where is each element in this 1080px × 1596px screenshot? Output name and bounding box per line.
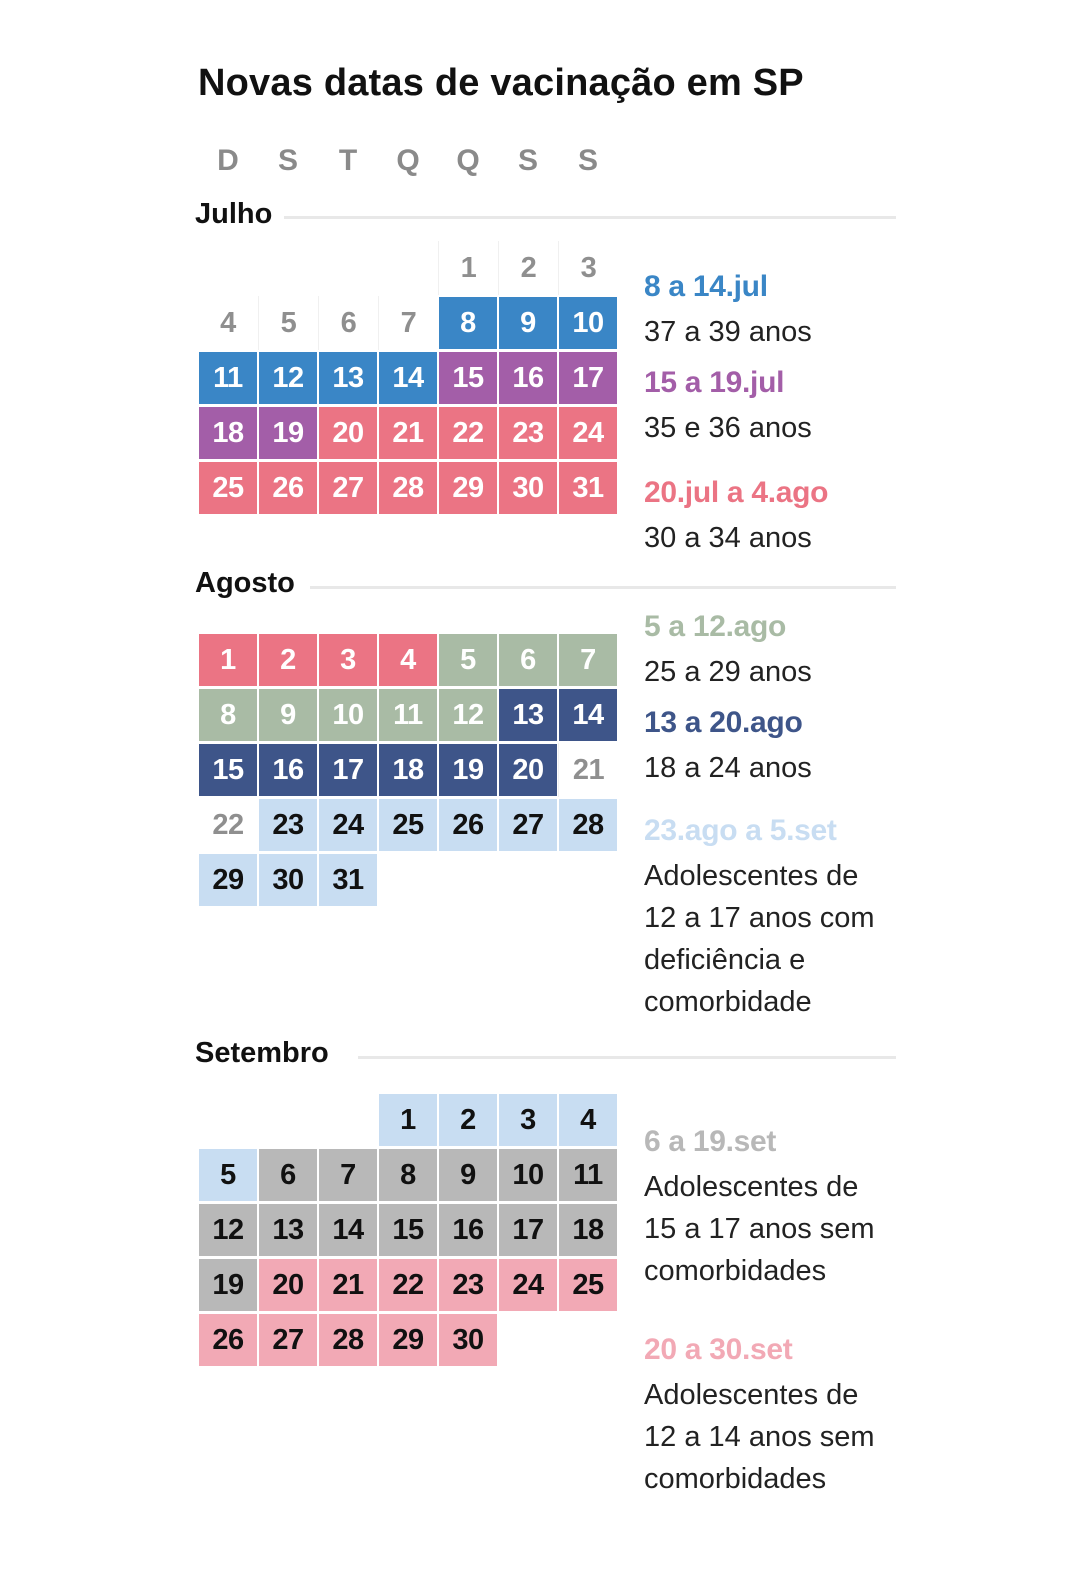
calendar-day-julho-22: 22 bbox=[438, 406, 498, 460]
calendar-day-setembro-13: 13 bbox=[258, 1203, 318, 1257]
month-label-agosto: Agosto bbox=[195, 567, 295, 599]
calendar-day-julho-29: 29 bbox=[438, 461, 498, 515]
calendar-day-julho-14: 14 bbox=[378, 351, 438, 405]
calendar-day-julho-5: 5 bbox=[258, 296, 318, 350]
calendar-day-julho-24: 24 bbox=[558, 406, 618, 460]
calendar-day-julho-8: 8 bbox=[438, 296, 498, 350]
calendar-day-julho-3: 3 bbox=[558, 241, 618, 295]
calendar-day-agosto-28: 28 bbox=[558, 798, 618, 852]
legend-date: 20.jul a 4.ago bbox=[644, 476, 829, 509]
calendar-day-setembro-6: 6 bbox=[258, 1148, 318, 1202]
legend-date: 8 a 14.jul bbox=[644, 270, 768, 303]
calendar-day-agosto-8: 8 bbox=[198, 688, 258, 742]
calendar-day-agosto-10: 10 bbox=[318, 688, 378, 742]
legend-date: 13 a 20.ago bbox=[644, 706, 803, 739]
calendar-day-agosto-25: 25 bbox=[378, 798, 438, 852]
calendar-day-julho-12: 12 bbox=[258, 351, 318, 405]
calendar-day-julho-27: 27 bbox=[318, 461, 378, 515]
calendar-day-setembro-17: 17 bbox=[498, 1203, 558, 1257]
weekday-mon: S bbox=[277, 144, 298, 177]
calendar-day-setembro-28: 28 bbox=[318, 1313, 378, 1367]
calendar-day-julho-13: 13 bbox=[318, 351, 378, 405]
calendar-day-agosto-31: 31 bbox=[318, 853, 378, 907]
calendar-day-setembro-12: 12 bbox=[198, 1203, 258, 1257]
month-rule-setembro bbox=[358, 1056, 896, 1059]
legend-date: 23.ago a 5.set bbox=[644, 814, 837, 847]
legend-date: 5 a 12.ago bbox=[644, 610, 787, 643]
calendar-day-setembro-5: 5 bbox=[198, 1148, 258, 1202]
calendar-day-setembro-2: 2 bbox=[438, 1093, 498, 1147]
calendar-day-agosto-7: 7 bbox=[558, 633, 618, 687]
month-label-julho: Julho bbox=[195, 198, 273, 230]
weekday-sat: S bbox=[577, 144, 598, 177]
calendar-day-julho-18: 18 bbox=[198, 406, 258, 460]
legend-description: 35 e 36 anos bbox=[644, 412, 812, 444]
calendar-day-julho-4: 4 bbox=[220, 306, 236, 339]
calendar-day-julho-23: 23 bbox=[498, 406, 558, 460]
calendar-day-julho-20: 20 bbox=[318, 406, 378, 460]
calendar-day-julho-17: 17 bbox=[558, 351, 618, 405]
calendar-day-agosto-20: 20 bbox=[498, 743, 558, 797]
calendar-day-agosto-16: 16 bbox=[258, 743, 318, 797]
calendar-day-julho-26: 26 bbox=[258, 461, 318, 515]
legend-description: Adolescentes de 12 a 17 anos com deficiência e comorbidade bbox=[644, 860, 875, 1018]
calendar-day-agosto-5: 5 bbox=[438, 633, 498, 687]
calendar-day-julho-21: 21 bbox=[378, 406, 438, 460]
calendar-day-julho-10: 10 bbox=[558, 296, 618, 350]
calendar-day-setembro-18: 18 bbox=[558, 1203, 618, 1257]
calendar-day-agosto-19: 19 bbox=[438, 743, 498, 797]
calendar-day-agosto-15: 15 bbox=[198, 743, 258, 797]
calendar-day-setembro-11: 11 bbox=[558, 1148, 618, 1202]
calendar-day-julho-6: 6 bbox=[318, 296, 378, 350]
legend-description: 25 a 29 anos bbox=[644, 656, 812, 688]
calendar-day-agosto-6: 6 bbox=[498, 633, 558, 687]
calendar-day-setembro-29: 29 bbox=[378, 1313, 438, 1367]
calendar-day-agosto-18: 18 bbox=[378, 743, 438, 797]
calendar-day-setembro-8: 8 bbox=[378, 1148, 438, 1202]
calendar-day-setembro-20: 20 bbox=[258, 1258, 318, 1312]
calendar-day-setembro-27: 27 bbox=[258, 1313, 318, 1367]
legend-description: 30 a 34 anos bbox=[644, 522, 812, 554]
calendar-day-agosto-9: 9 bbox=[258, 688, 318, 742]
legend-description: Adolescentes de 12 a 14 anos sem comorbidades bbox=[644, 1379, 875, 1495]
calendar-day-julho-28: 28 bbox=[378, 461, 438, 515]
calendar-day-agosto-22: 22 bbox=[212, 808, 244, 841]
legend-date: 20 a 30.set bbox=[644, 1333, 793, 1366]
calendar-day-agosto-11: 11 bbox=[378, 688, 438, 742]
weekday-thu: Q bbox=[456, 144, 480, 177]
calendar-day-agosto-29: 29 bbox=[198, 853, 258, 907]
calendar-day-agosto-1: 1 bbox=[198, 633, 258, 687]
calendar-day-agosto-21: 21 bbox=[558, 743, 618, 797]
month-rule-julho bbox=[284, 216, 896, 219]
calendar-day-agosto-23: 23 bbox=[258, 798, 318, 852]
calendar-day-agosto-24: 24 bbox=[318, 798, 378, 852]
calendar-day-julho-16: 16 bbox=[498, 351, 558, 405]
calendar-day-setembro-19: 19 bbox=[198, 1258, 258, 1312]
calendar-day-julho-25: 25 bbox=[198, 461, 258, 515]
calendar-day-julho-31: 31 bbox=[558, 461, 618, 515]
calendar-day-julho-19: 19 bbox=[258, 406, 318, 460]
calendar-day-julho-9: 9 bbox=[498, 296, 558, 350]
calendar-day-setembro-3: 3 bbox=[498, 1093, 558, 1147]
page-title: Novas datas de vacinação em SP bbox=[198, 62, 804, 104]
calendar-day-setembro-21: 21 bbox=[318, 1258, 378, 1312]
calendar-day-setembro-26: 26 bbox=[198, 1313, 258, 1367]
weekday-tue: T bbox=[338, 144, 358, 177]
calendar-day-agosto-2: 2 bbox=[258, 633, 318, 687]
calendar-day-julho-1: 1 bbox=[438, 241, 498, 295]
calendar-day-agosto-17: 17 bbox=[318, 743, 378, 797]
legend-description: 37 a 39 anos bbox=[644, 316, 812, 348]
calendar-day-agosto-14: 14 bbox=[558, 688, 618, 742]
calendar-day-setembro-9: 9 bbox=[438, 1148, 498, 1202]
weekday-sun: D bbox=[217, 144, 239, 177]
calendar-day-setembro-14: 14 bbox=[318, 1203, 378, 1257]
weekday-fri: S bbox=[517, 144, 538, 177]
calendar-day-agosto-26: 26 bbox=[438, 798, 498, 852]
calendar-day-agosto-27: 27 bbox=[498, 798, 558, 852]
legend-description: 18 a 24 anos bbox=[644, 752, 812, 784]
calendar-day-agosto-4: 4 bbox=[378, 633, 438, 687]
calendar-day-julho-11: 11 bbox=[198, 351, 258, 405]
calendar-day-setembro-25: 25 bbox=[558, 1258, 618, 1312]
calendar-day-setembro-30: 30 bbox=[438, 1313, 498, 1367]
calendar-day-setembro-4: 4 bbox=[558, 1093, 618, 1147]
calendar-day-setembro-7: 7 bbox=[318, 1148, 378, 1202]
calendar-day-agosto-3: 3 bbox=[318, 633, 378, 687]
calendar-day-agosto-12: 12 bbox=[438, 688, 498, 742]
legend-date: 6 a 19.set bbox=[644, 1125, 777, 1158]
calendar-day-julho-7: 7 bbox=[378, 296, 438, 350]
calendar-day-setembro-1: 1 bbox=[378, 1093, 438, 1147]
calendar-day-setembro-24: 24 bbox=[498, 1258, 558, 1312]
calendar-day-julho-2: 2 bbox=[498, 241, 558, 295]
calendar-day-agosto-13: 13 bbox=[498, 688, 558, 742]
calendar-day-agosto-30: 30 bbox=[258, 853, 318, 907]
calendar-day-setembro-22: 22 bbox=[378, 1258, 438, 1312]
month-label-setembro: Setembro bbox=[195, 1037, 329, 1069]
calendar-day-setembro-10: 10 bbox=[498, 1148, 558, 1202]
legend-description: Adolescentes de 15 a 17 anos sem comorbidades bbox=[644, 1171, 875, 1287]
calendar-day-setembro-23: 23 bbox=[438, 1258, 498, 1312]
legend-date: 15 a 19.jul bbox=[644, 366, 785, 399]
calendar-day-setembro-15: 15 bbox=[378, 1203, 438, 1257]
calendar-day-julho-15: 15 bbox=[438, 351, 498, 405]
calendar-day-julho-30: 30 bbox=[498, 461, 558, 515]
calendar-day-setembro-16: 16 bbox=[438, 1203, 498, 1257]
weekday-wed: Q bbox=[396, 144, 420, 177]
month-rule-agosto bbox=[310, 586, 896, 589]
